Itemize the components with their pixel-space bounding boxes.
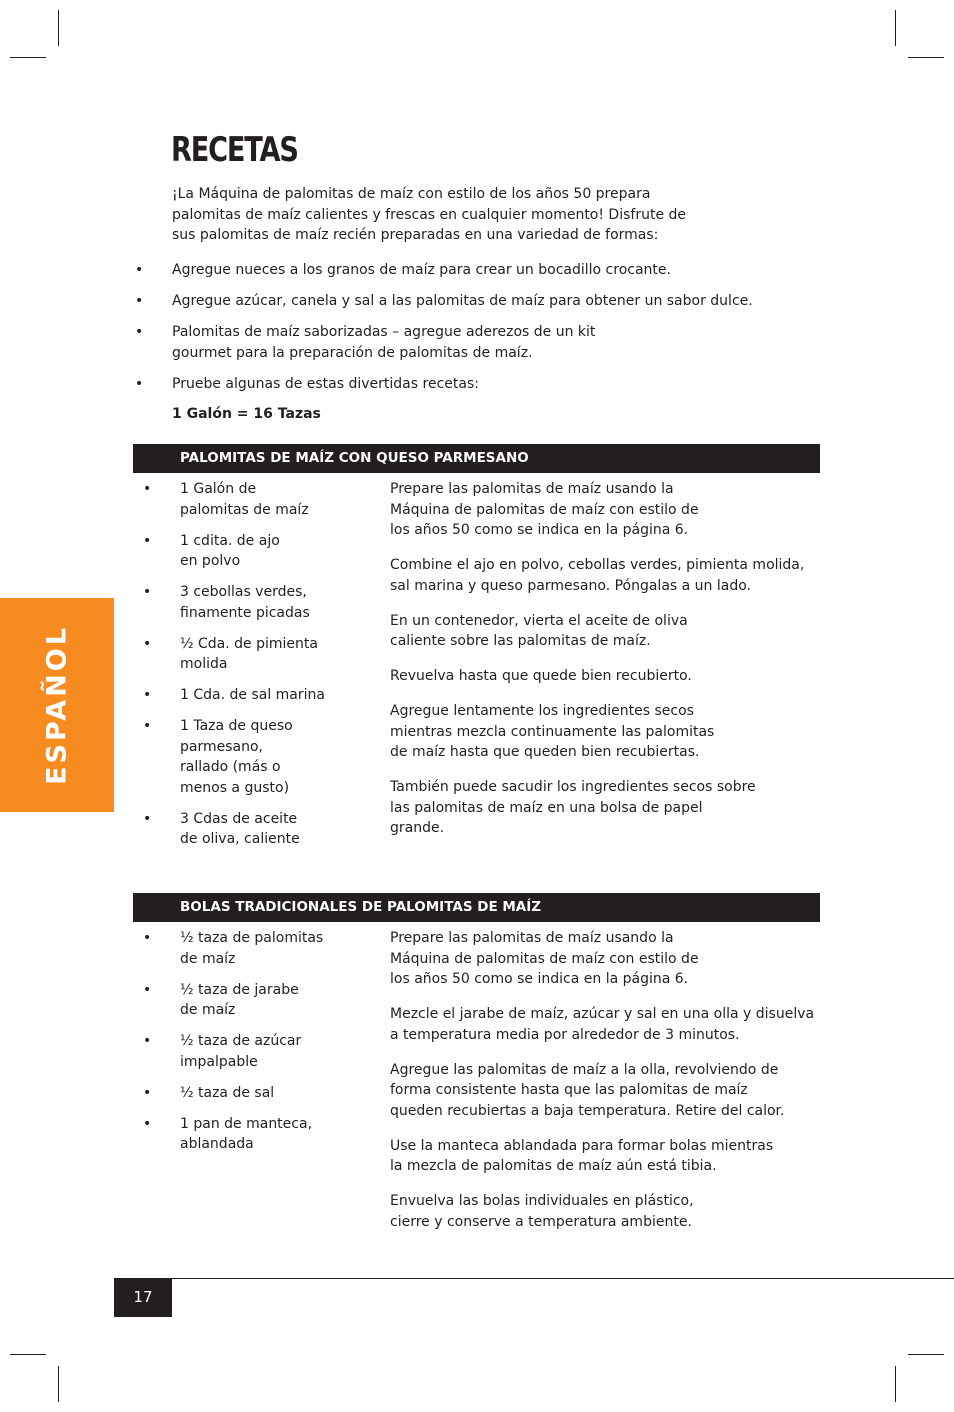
- crop-mark: [895, 10, 896, 46]
- instruction-step: Mezcle el jarabe de maíz, azúcar y sal en una olla y disuelva a temperatura media por alrededor de 3 minutos.: [390, 1006, 815, 1043]
- tips-list: [135, 260, 815, 405]
- list-item: • Pruebe algunas de estas divertidas recetas:: [135, 374, 815, 395]
- crop-mark: [58, 1366, 59, 1402]
- list-item: • ½ taza de palomitas de maíz: [143, 928, 325, 969]
- list-item: • 1 Galón de palomitas de maíz: [143, 479, 315, 520]
- list-item: • Agregue nueces a los granos de maíz para crear un bocadillo crocante.: [135, 260, 815, 281]
- list-item: • 1 Cda. de sal marina: [143, 685, 353, 706]
- list-item: • Palomitas de maíz saborizadas – agregue aderezos de un kit gourmet para la preparación de palomitas de maíz.: [135, 322, 602, 363]
- crop-mark: [895, 1366, 896, 1402]
- instructions: [390, 928, 815, 1247]
- instruction-step: Prepare las palomitas de maíz usando la Máquina de palomitas de maíz con estilo de los años 50 como se indica en la página 6.: [390, 930, 699, 987]
- instructions: [390, 479, 815, 853]
- recipe-title: PALOMITAS DE MAÍZ CON QUESO PARMESANO: [180, 450, 529, 466]
- page-number: 17: [114, 1278, 172, 1317]
- instruction-step: Prepare las palomitas de maíz usando la Máquina de palomitas de maíz con estilo de los años 50 como se indica en la página 6.: [390, 481, 699, 538]
- crop-mark: [908, 1354, 944, 1355]
- page-title: RECETAS: [171, 130, 298, 170]
- crop-mark: [58, 10, 59, 46]
- instruction-step: También puede sacudir los ingredientes secos sobre las palomitas de maíz en una bolsa de papel grande.: [390, 779, 756, 836]
- crop-mark: [908, 57, 944, 58]
- ingredients-list: [143, 928, 343, 1165]
- recipe-header-bar: [133, 444, 820, 473]
- list-item: • ½ Cda. de pimienta molida: [143, 634, 325, 675]
- instruction-step: Envuelva las bolas individuales en plástico, cierre y conserve a temperatura ambiente.: [390, 1193, 694, 1230]
- instruction-step: Combine el ajo en polvo, cebollas verdes, pimienta molida, sal marina y queso parmesano. Póngalas a un lado.: [390, 557, 805, 594]
- list-item: • ½ taza de azúcar impalpable: [143, 1031, 305, 1072]
- list-item: • 1 Taza de queso parmesano, rallado (más o menos a gusto): [143, 716, 300, 798]
- instruction-step: Agregue las palomitas de maíz a la olla, revolviendo de forma consistente hasta que las palomitas de maíz queden recubiertas a baja temperatura. Retire del calor.: [390, 1061, 785, 1119]
- instruction-step: Use la manteca ablandada para formar bolas mientras la mezcla de palomitas de maíz aún está tibia.: [390, 1137, 774, 1174]
- footer-rule: [114, 1278, 954, 1279]
- conversion-note: 1 Galón = 16 Tazas: [172, 406, 321, 422]
- instruction-step: Revuelva hasta que quede bien recubierto.: [390, 668, 692, 684]
- list-item: • 3 Cdas de aceite de oliva, caliente: [143, 809, 305, 850]
- list-item: • ½ taza de jarabe de maíz: [143, 980, 305, 1021]
- list-item: • 1 pan de manteca, ablandada: [143, 1114, 315, 1155]
- intro-paragraph: ¡La Máquina de palomitas de maíz con estilo de los años 50 prepara palomitas de maíz calientes y frescas en cualquier momento! Disfrute de sus palomitas de maíz recién preparadas en una variedad de formas:: [172, 186, 687, 243]
- recipe-header-bar: [133, 893, 820, 922]
- list-item: • 1 cdita. de ajo en polvo: [143, 531, 285, 572]
- instruction-step: Agregue lentamente los ingredientes secos mientras mezcla continuamente las palomitas de maíz hasta que queden bien recubiertas.: [390, 703, 715, 760]
- list-item: • ½ taza de sal: [143, 1083, 343, 1104]
- list-item: • 3 cebollas verdes, finamente picadas: [143, 582, 315, 623]
- crop-mark: [10, 57, 46, 58]
- crop-mark: [10, 1354, 46, 1355]
- list-item: • Agregue azúcar, canela y sal a las palomitas de maíz para obtener un sabor dulce.: [135, 291, 815, 312]
- language-label: ESPAÑOL: [41, 625, 73, 785]
- instruction-step: En un contenedor, vierta el aceite de oliva caliente sobre las palomitas de maíz.: [390, 612, 688, 649]
- ingredients-list: [143, 479, 353, 860]
- recipe-title: BOLAS TRADICIONALES DE PALOMITAS DE MAÍZ: [180, 899, 542, 915]
